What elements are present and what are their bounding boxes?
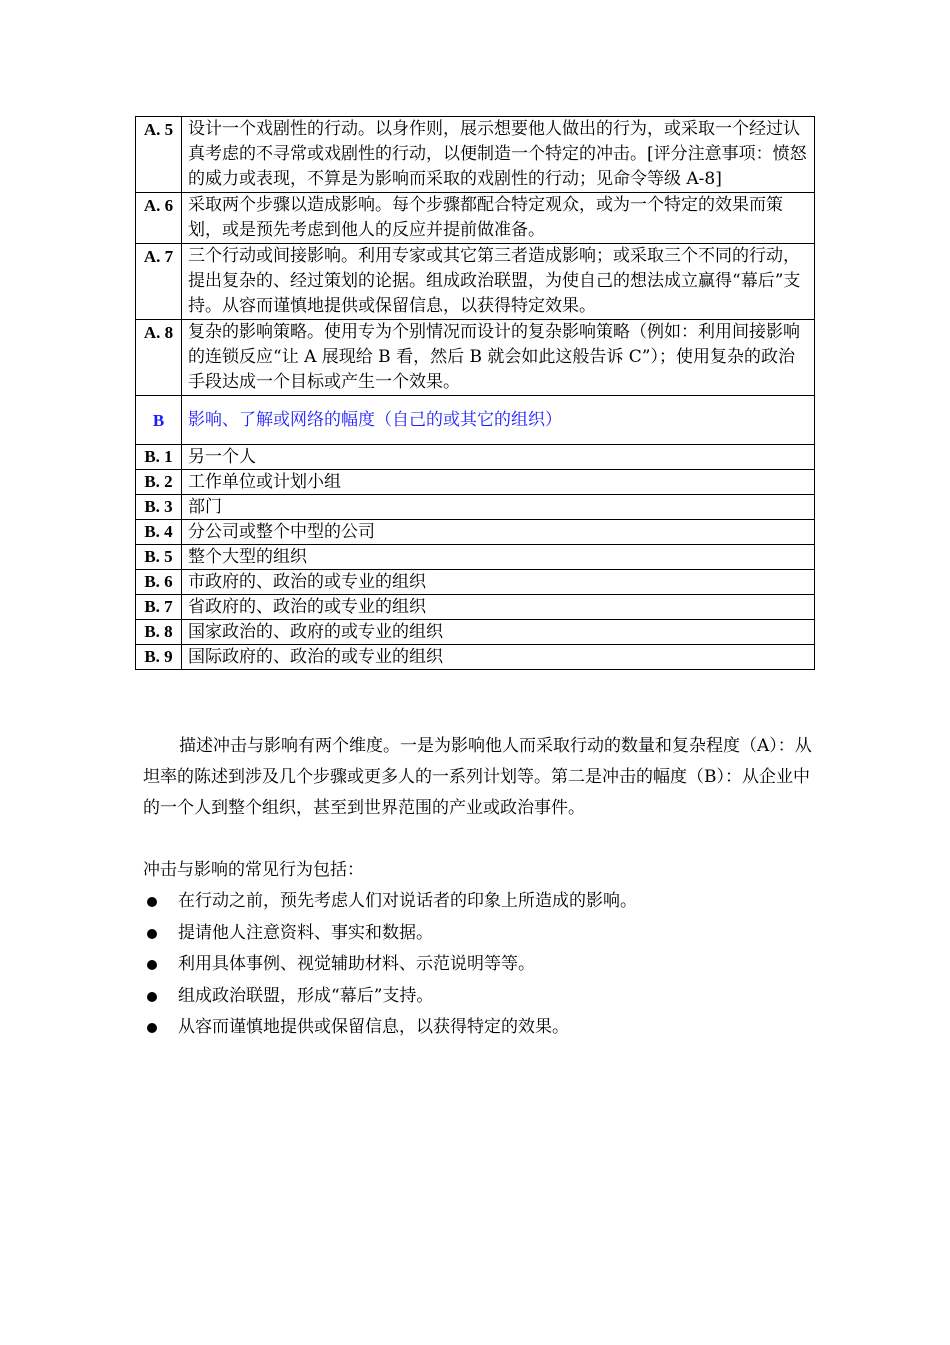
bullet-icon (147, 1023, 157, 1033)
section-title: 影响、了解或网络的幅度（自己的或其它的组织） (182, 396, 815, 445)
level-code: B. 7 (136, 595, 182, 620)
list-item (143, 886, 637, 918)
level-code: B. 6 (136, 570, 182, 595)
level-code: B. 8 (136, 620, 182, 645)
dimensions-paragraph: 描述冲击与影响有两个维度。一是为影响他人而采取行动的数量和复杂程度（A）：从坦率的陈述到涉及几个步骤或更多人的一系列计划等。第二是冲击的幅度（B）：从企业中的一个人到整个组织，甚至到世界范围的产业或政治事件。 (143, 736, 812, 818)
level-code: A. 5 (136, 117, 182, 193)
bullet-icon (147, 960, 157, 970)
list-item (143, 949, 637, 981)
table-row (136, 193, 815, 244)
level-description: 分公司或整个中型的公司 (182, 520, 815, 545)
list-item-text: 组成政治联盟，形成“幕后”支持。 (178, 985, 434, 1006)
table-row (136, 570, 815, 595)
level-description: 三个行动或间接影响。利用专家或其它第三者造成影响；或采取三个不同的行动，提出复杂的、经过策划的论据。组成政治联盟，为使自己的想法成立赢得“幕后”支持。从容而谨慎地提供或保留信息，以获得特定效果。 (182, 244, 815, 320)
level-code: A. 6 (136, 193, 182, 244)
level-description: 国家政治的、政府的或专业的组织 (182, 620, 815, 645)
bullet-icon (147, 897, 157, 907)
level-code: B. 2 (136, 470, 182, 495)
level-code: B. 1 (136, 445, 182, 470)
table-row (136, 620, 815, 645)
section-code: B (136, 396, 182, 445)
table-row (136, 545, 815, 570)
level-code: A. 8 (136, 320, 182, 396)
level-description: 设计一个戏剧性的行动。以身作则，展示想要他人做出的行为，或采取一个经过认真考虑的不寻常或戏剧性的行动，以便制造一个特定的冲击。[评分注意事项：愤怒的威力或表现，不算是为影响而采取的戏剧性的行动；见命令等级 A-8] (182, 117, 815, 193)
influence-level-table (135, 116, 815, 670)
behavior-list (143, 886, 637, 1044)
table-row (136, 595, 815, 620)
list-item-text: 利用具体事例、视觉辅助材料、示范说明等等。 (178, 954, 535, 974)
bullet-icon (147, 929, 157, 939)
table-row (136, 520, 815, 545)
level-description: 市政府的、政治的或专业的组织 (182, 570, 815, 595)
table-row (136, 645, 815, 670)
list-item (143, 981, 637, 1013)
list-item (143, 918, 637, 950)
section-header-row (136, 396, 815, 445)
level-description: 省政府的、政治的或专业的组织 (182, 595, 815, 620)
level-description: 工作单位或计划小组 (182, 470, 815, 495)
list-item (143, 1012, 637, 1044)
level-code: B. 3 (136, 495, 182, 520)
table-row (136, 117, 815, 193)
level-description: 采取两个步骤以造成影响。每个步骤都配合特定观众，或为一个特定的效果而策划，或是预先考虑到他人的反应并提前做准备。 (182, 193, 815, 244)
level-description: 另一个人 (182, 445, 815, 470)
table-row (136, 445, 815, 470)
level-code: A. 7 (136, 244, 182, 320)
table-row (136, 244, 815, 320)
level-description: 整个大型的组织 (182, 545, 815, 570)
level-description: 复杂的影响策略。使用专为个别情况而设计的复杂影响策略（例如：利用间接影响的连锁反应“让 A 展现给 B 看，然后 B 就会如此这般告诉 C”）；使用复杂的政治手段达成一个目标或产生一个效果。 (182, 320, 815, 396)
level-code: B. 4 (136, 520, 182, 545)
level-code: B. 9 (136, 645, 182, 670)
list-item-text: 提请他人注意资料、事实和数据。 (178, 922, 433, 943)
table-row (136, 320, 815, 396)
list-item-text: 从容而谨慎地提供或保留信息，以获得特定的效果。 (178, 1017, 569, 1037)
list-item-text: 在行动之前，预先考虑人们对说话者的印象上所造成的影响。 (178, 891, 637, 911)
table-row (136, 495, 815, 520)
bullet-icon (147, 992, 157, 1002)
level-description: 部门 (182, 495, 815, 520)
level-code: B. 5 (136, 545, 182, 570)
behaviors-intro: 冲击与影响的常见行为包括： (143, 860, 364, 880)
table-row (136, 470, 815, 495)
level-description: 国际政府的、政治的或专业的组织 (182, 645, 815, 670)
